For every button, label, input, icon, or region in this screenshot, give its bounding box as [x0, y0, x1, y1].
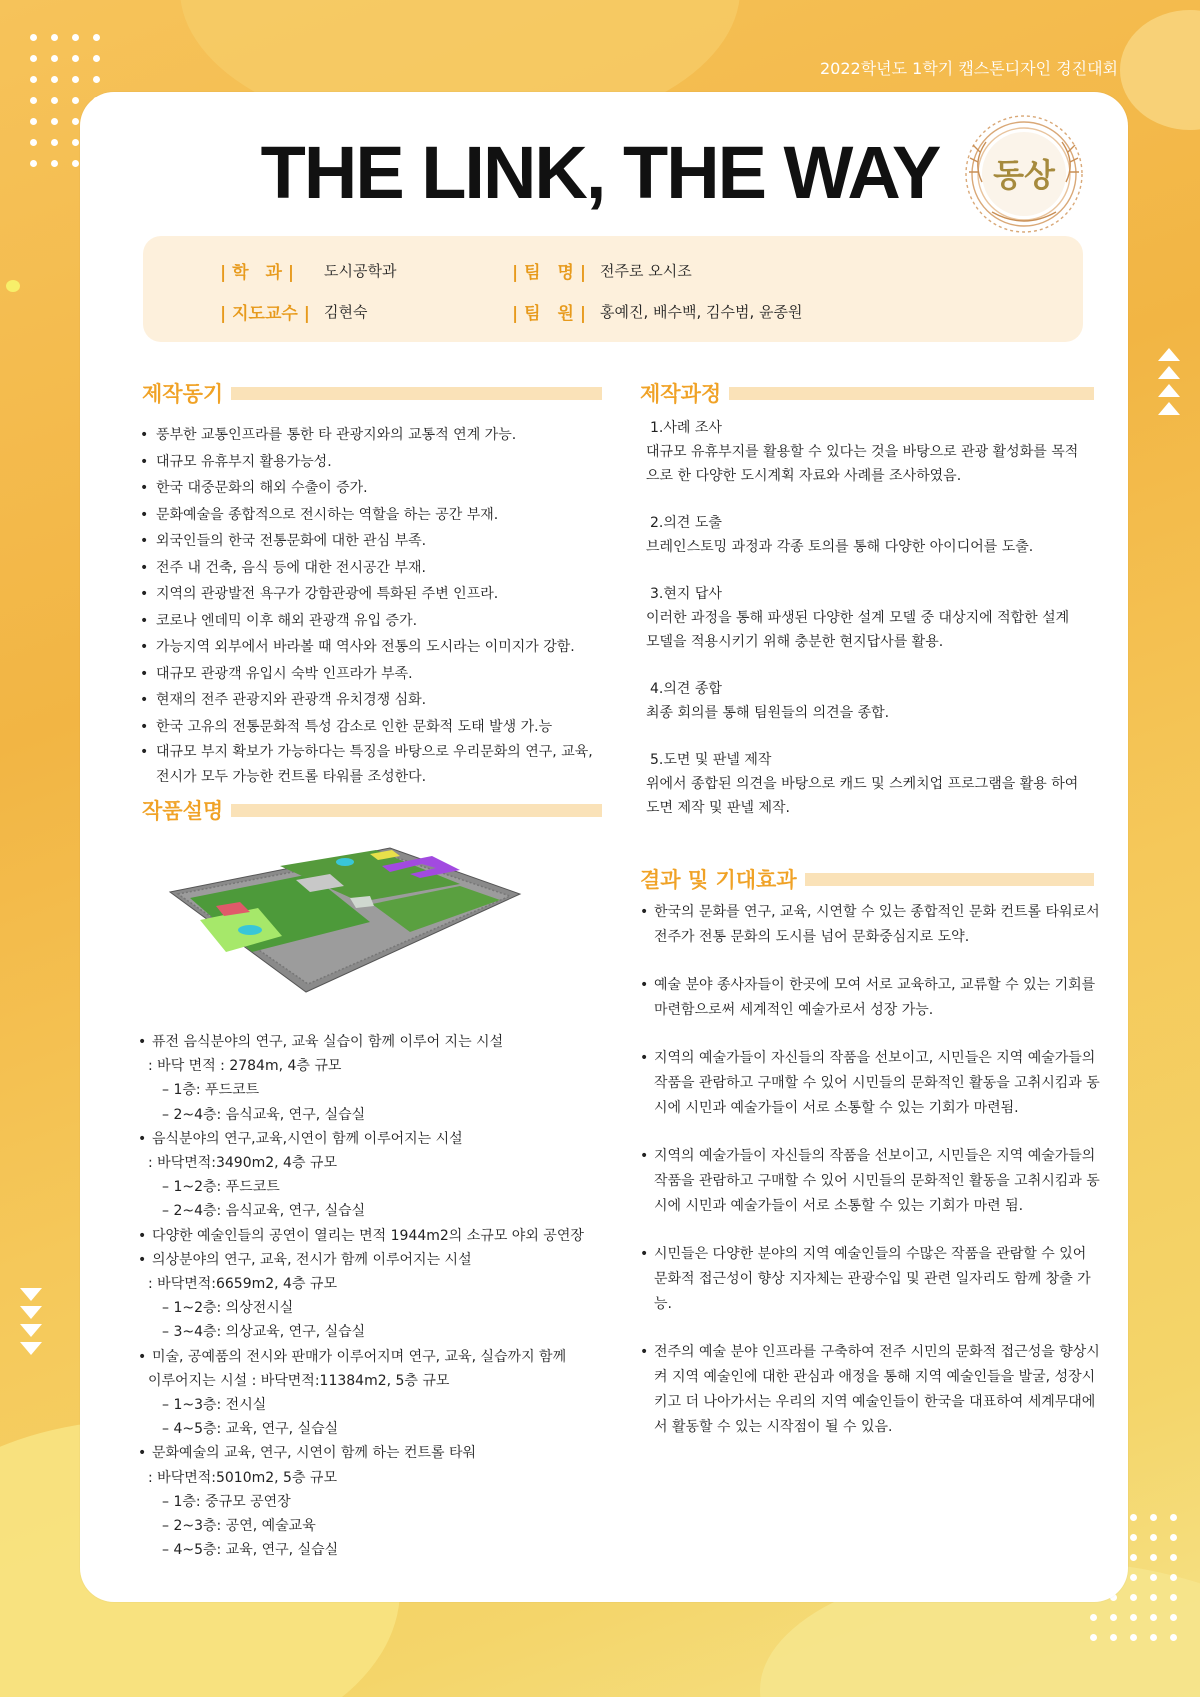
process-step-title: 3.현지 답사: [650, 586, 722, 602]
description-line: • 다양한 예술인들의 공연이 열리는 면적 1944m2의 소규모 야외 공연장: [138, 1224, 638, 1248]
process-step-title: 2.의견 도출: [650, 515, 722, 531]
description-list: [138, 1030, 638, 1562]
dot: [1110, 1614, 1117, 1621]
description-line: : 바닥면적:5010m2, 5층 규모: [148, 1469, 337, 1486]
results-list: [640, 900, 1100, 1463]
process-step-title: 4.의견 종합: [650, 681, 722, 697]
section-bar: [231, 387, 602, 400]
award-label: 동상: [993, 156, 1055, 194]
team-name-label: | 팀 명 |: [512, 263, 587, 283]
process-step: [646, 582, 1086, 654]
description-line: : 바닥 면적 : 2784m, 4층 규모: [148, 1058, 342, 1075]
description-line: – 1층: 중규모 공연장: [162, 1493, 291, 1510]
process-step-body: 최종 회의를 통해 팀원들의 의견을 종합.: [646, 705, 890, 721]
dot: [72, 118, 79, 125]
section-title: 제작동기: [142, 382, 224, 406]
dot: [1170, 1514, 1177, 1521]
dot: [1170, 1574, 1177, 1581]
description-line: – 3~4층: 의상교육, 연구, 실습실: [162, 1324, 366, 1341]
dot: [72, 97, 79, 104]
bg-dot-yellow: [6, 280, 20, 292]
dot: [1150, 1514, 1157, 1521]
process-step: [646, 677, 1086, 725]
description-line: • 퓨전 음식분야의 연구, 교육 실습이 함께 이루어 지는 시설: [138, 1030, 638, 1054]
section-bar: [729, 387, 1094, 400]
dot: [93, 76, 100, 83]
motivation-item: • 대규모 부지 확보가 가능하다는 특징을 바탕으로 우리문화의 연구, 교육, 전시가 모두 가능한 컨트롤 타워를 조성한다.: [140, 740, 610, 790]
motivation-item: • 대규모 유휴부지 활용가능성.: [140, 449, 610, 476]
dot: [1150, 1554, 1157, 1561]
dot: [51, 97, 58, 104]
motivation-item: • 가능지역 외부에서 바라볼 때 역사와 전통의 도시라는 이미지가 강함.: [140, 634, 610, 661]
dot: [30, 34, 37, 41]
motivation-item: • 외국인들의 한국 전통문화에 대한 관심 부족.: [140, 528, 610, 555]
process-step: [646, 511, 1086, 559]
process-step: [646, 416, 1086, 488]
team-info-box: [143, 236, 1083, 342]
section-motivation-header: [142, 378, 602, 408]
result-item: • 한국의 문화를 연구, 교육, 시연할 수 있는 종합적인 문화 컨트롤 타워로서 전주가 전통 문화의 도시를 넘어 문화중심지로 도약.: [640, 900, 1100, 950]
dot: [1130, 1514, 1137, 1521]
site-plan-rendering: [160, 840, 530, 1000]
motivation-item: • 전주 내 건축, 음식 등에 대한 전시공간 부재.: [140, 555, 610, 582]
description-line: – 1층: 푸드코트: [162, 1082, 260, 1099]
process-step-title: 5.도면 및 판넬 제작: [650, 752, 772, 768]
description-line: – 1~3층: 전시실: [162, 1397, 267, 1414]
dot: [30, 118, 37, 125]
dot: [1130, 1614, 1137, 1621]
members-label: | 팀 원 |: [512, 304, 587, 324]
dot: [1150, 1594, 1157, 1601]
dot: [1170, 1634, 1177, 1641]
section-description-header: [142, 795, 602, 825]
dot: [1130, 1634, 1137, 1641]
description-line: : 바닥면적:3490m2, 4층 규모: [148, 1155, 337, 1172]
description-line: – 4~5층: 교육, 연구, 실습실: [162, 1542, 339, 1559]
dot: [1170, 1534, 1177, 1541]
description-line: • 문화예술의 교육, 연구, 시연이 함께 하는 컨트롤 타워: [138, 1441, 638, 1465]
description-line: 이루어지는 시설 : 바닥면적:11384m2, 5층 규모: [148, 1372, 450, 1389]
section-title: 작품설명: [142, 799, 224, 823]
process-step-title: 1.사례 조사: [650, 420, 722, 436]
dot: [1170, 1554, 1177, 1561]
process-steps: [646, 416, 1086, 843]
motivation-item: • 대규모 관광객 유입시 숙박 인프라가 부족.: [140, 661, 610, 688]
motivation-item: • 문화예술을 종합적으로 전시하는 역할을 하는 공간 부재.: [140, 502, 610, 529]
section-bar: [805, 873, 1094, 886]
dot: [30, 76, 37, 83]
dot: [1090, 1614, 1097, 1621]
motivation-item: • 풍부한 교통인프라를 통한 타 관광지와의 교통적 연계 가능.: [140, 422, 610, 449]
motivation-item: • 한국 고유의 전통문화적 특성 감소로 인한 문화적 도태 발생 가.능: [140, 714, 610, 741]
description-line: – 2~4층: 음식교육, 연구, 실습실: [162, 1106, 366, 1123]
dot: [93, 34, 100, 41]
section-results-header: [640, 864, 1094, 894]
description-line: : 바닥면적:6659m2, 4층 규모: [148, 1276, 337, 1293]
section-title: 결과 및 기대효과: [640, 868, 797, 892]
description-line: – 2~4층: 음식교육, 연구, 실습실: [162, 1203, 366, 1220]
dot: [1130, 1554, 1137, 1561]
process-step: [646, 748, 1086, 820]
team-name-value: 전주로 오시조: [600, 262, 692, 280]
dot: [1090, 1634, 1097, 1641]
professor-label: | 지도교수 |: [220, 304, 310, 324]
dot: [72, 34, 79, 41]
page-title: THE LINK, THE WAY: [260, 131, 940, 214]
dot: [1150, 1634, 1157, 1641]
process-step-body: 대규모 유휴부지를 활용할 수 있다는 것을 바탕으로 관광 활성화를 목적으로 한 다양한 도시계획 자료와 사례를 조사하였음.: [646, 444, 1079, 484]
dot: [1130, 1594, 1137, 1601]
dot: [51, 55, 58, 62]
process-step-body: 브레인스토밍 과정과 각종 토의를 통해 다양한 아이디어를 도출.: [646, 539, 1034, 555]
bg-blob-right: [1120, 10, 1200, 130]
motivation-item: • 현재의 전주 관광지와 관광객 유치경쟁 심화.: [140, 687, 610, 714]
dot: [1150, 1534, 1157, 1541]
dot: [51, 76, 58, 83]
process-step-body: 위에서 종합된 의견을 바탕으로 캐드 및 스케치업 프로그램을 활용 하여 도면 제작 및 판넬 제작.: [646, 776, 1079, 816]
dot: [30, 97, 37, 104]
motivation-item: • 코로나 엔데믹 이후 해외 관광객 유입 증가.: [140, 608, 610, 635]
motivation-item: • 한국 대중문화의 해외 수출이 증가.: [140, 475, 610, 502]
description-line: – 2~3층: 공연, 예술교육: [162, 1518, 316, 1535]
description-line: – 1~2층: 푸드코트: [162, 1179, 280, 1196]
professor-value: 김현숙: [324, 303, 368, 321]
process-step-body: 이러한 과정을 통해 파생된 다양한 설계 모델 중 대상지에 적합한 설계 모델을 적용시키기 위해 충분한 현지답사를 활용.: [646, 610, 1070, 650]
dept-value: 도시공학과: [324, 262, 397, 280]
award-badge: [962, 112, 1086, 236]
dot: [1150, 1574, 1157, 1581]
members-value: 홍예진, 배수백, 김수범, 윤종원: [600, 303, 803, 321]
result-item: • 지역의 예술가들이 자신들의 작품을 선보이고, 시민들은 지역 예술가들의 작품을 관람하고 구매할 수 있어 시민들의 문화적인 활동을 고취시킴과 동시에 시민과 예술가들이 서로 소통할 수 있는 기회가 마련 됨.: [640, 1144, 1100, 1219]
description-line: – 1~2층: 의상전시실: [162, 1300, 294, 1317]
result-item: • 지역의 예술가들이 자신들의 작품을 선보이고, 시민들은 지역 예술가들의 작품을 관람하고 구매할 수 있어 시민들의 문화적인 활동을 고취시킴과 동시에 시민과 예술가들이 서로 소통할 수 있는 기회가 마련됨.: [640, 1046, 1100, 1121]
section-process-header: [640, 378, 1094, 408]
dot: [72, 76, 79, 83]
dot: [1170, 1614, 1177, 1621]
dot: [1170, 1594, 1177, 1601]
result-item: • 시민들은 다양한 분야의 지역 예술인들의 수많은 작품을 관람할 수 있어 문화적 접근성이 향상 지자체는 관광수입 및 관련 일자리도 함께 창출 가능.: [640, 1242, 1100, 1317]
dot: [1110, 1634, 1117, 1641]
dot: [51, 118, 58, 125]
description-line: • 미술, 공예품의 전시와 판매가 이루어지며 연구, 교육, 실습까지 함께: [138, 1345, 638, 1369]
description-line: • 의상분야의 연구, 교육, 전시가 함께 이루어지는 시설: [138, 1248, 638, 1272]
dot: [1130, 1534, 1137, 1541]
dot: [72, 55, 79, 62]
result-item: • 전주의 예술 분야 인프라를 구축하여 전주 시민의 문화적 접근성을 향상시켜 지역 예술인에 대한 관심과 애정을 통해 지역 예술인들을 발굴, 성장시키고 더 나아가서는 우리의 지역 예술인들이 한국을 대표하여 세계무대에서 활동할 수 있는 시작점이 될 수 있음.: [640, 1340, 1100, 1440]
motivation-list: [140, 422, 610, 790]
result-item: • 예술 분야 종사자들이 한곳에 모여 서로 교육하고, 교류할 수 있는 기회를 마련함으로써 세계적인 예술가로서 성장 가능.: [640, 973, 1100, 1023]
description-line: – 4~5층: 교육, 연구, 실습실: [162, 1421, 339, 1438]
dot: [30, 55, 37, 62]
contest-name: 2022학년도 1학기 캡스톤디자인 경진대회: [820, 59, 1118, 78]
description-line: • 음식분야의 연구,교육,시연이 함께 이루어지는 시설: [138, 1127, 638, 1151]
dot: [93, 55, 100, 62]
dot: [51, 34, 58, 41]
section-bar: [231, 804, 602, 817]
dot: [1130, 1574, 1137, 1581]
dot: [1150, 1614, 1157, 1621]
dept-label: | 학 과 |: [220, 263, 295, 283]
motivation-item: • 지역의 관광발전 욕구가 강함관광에 특화된 주변 인프라.: [140, 581, 610, 608]
section-title: 제작과정: [640, 382, 722, 406]
